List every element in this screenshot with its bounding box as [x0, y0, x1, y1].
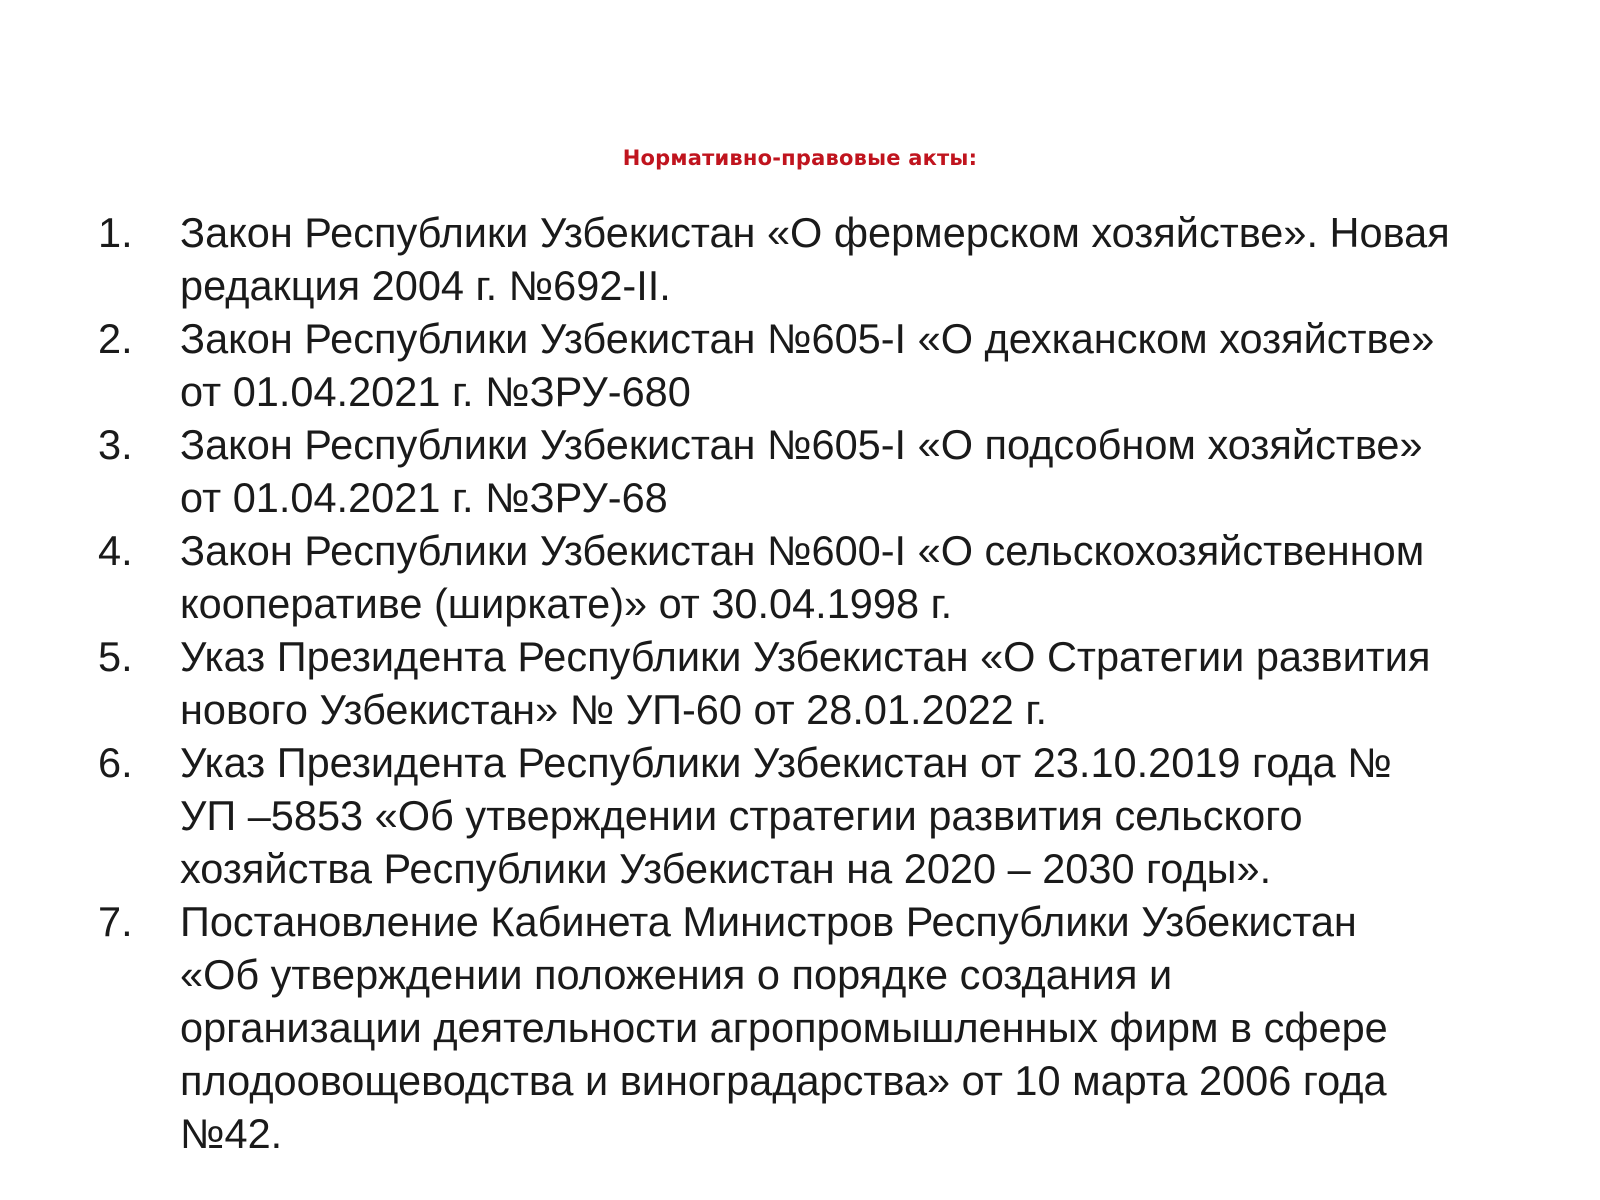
list-item-number: 6. [98, 739, 133, 786]
legal-acts-list [98, 206, 1548, 1160]
list-item-number: 4. [98, 527, 133, 574]
list-item [98, 736, 1548, 895]
list-item-number: 2. [98, 315, 133, 362]
list-item-number: 1. [98, 209, 133, 256]
list-item-text: Закон Республики Узбекистан №605-I «О подсобном хозяйстве» от 01.04.2021 г. №ЗРУ-68 [180, 421, 1423, 521]
list-item-number: 5. [98, 633, 133, 680]
list-item-text: Закон Республики Узбекистан №600-I «О сельскохозяйственном кооперативе (ширкате)» от 30.04.1998 г. [180, 527, 1425, 627]
list-item-number: 3. [98, 421, 133, 468]
slide-title: Нормативно-правовые акты: [622, 146, 978, 170]
list-item-text: Указ Президента Республики Узбекистан «О Стратегии развития нового Узбекистан» № УП-60 от 28.01.2022 г. [180, 633, 1431, 733]
list-item [98, 630, 1548, 736]
list-item-text: Постановление Кабинета Министров Республики Узбекистан «Об утверждении положения о порядке создания и организации деятельности агропромышленных фирм в сфере плодоовощеводства и виноградарства» от 10 марта 2006 года №42. [180, 898, 1388, 1157]
list-item-text: Указ Президента Республики Узбекистан от 23.10.2019 года № УП –5853 «Об утверждении стратегии развития сельского хозяйства Республики Узбекистан на 2020 – 2030 годы». [180, 739, 1392, 892]
list-item-number: 7. [98, 898, 133, 945]
list-item-text: Закон Республики Узбекистан №605-I «О дехканском хозяйстве» от 01.04.2021 г. №ЗРУ-680 [180, 315, 1435, 415]
list-item [98, 312, 1548, 418]
list-item [98, 418, 1548, 524]
list-item [98, 895, 1548, 1160]
list-item [98, 524, 1548, 630]
list-item-text: Закон Республики Узбекистан «О фермерском хозяйстве». Новая редакция 2004 г. №692-II. [180, 209, 1450, 309]
list-item [98, 206, 1548, 312]
